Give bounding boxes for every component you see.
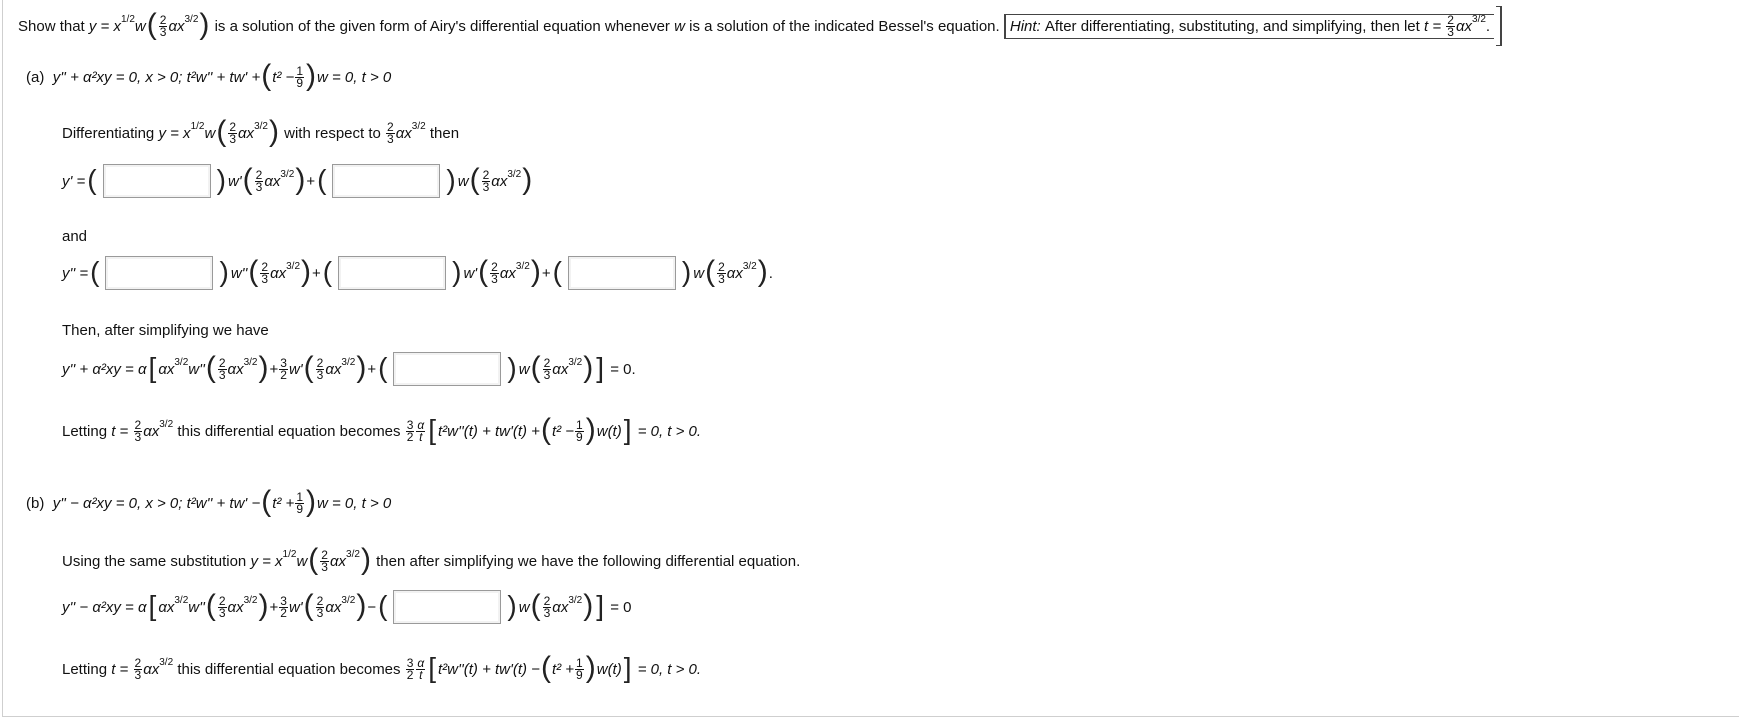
t2-plus: t² + [272, 494, 295, 512]
bracket-open: [ [148, 352, 157, 383]
two-thirds [316, 593, 325, 620]
two-thirds [134, 417, 143, 444]
paren-open: ( [378, 590, 388, 621]
numerator: 2 [543, 593, 551, 608]
three-halves [406, 655, 415, 682]
paren-close: ) [757, 255, 768, 288]
paren-close: ) [522, 163, 533, 196]
numerator: 1 [296, 489, 303, 504]
numerator: 2 [261, 259, 269, 274]
two-thirds [482, 167, 491, 194]
differentiating-text: Differentiating [62, 124, 155, 142]
paren-close: ) [258, 351, 269, 384]
w-prime: w' [463, 264, 478, 282]
alpha-x: αx [158, 360, 175, 378]
w-symbol: w [518, 598, 530, 616]
two-thirds [543, 593, 552, 620]
paren-open: ( [308, 543, 319, 576]
t-equals: t = [111, 422, 129, 440]
paren-open: ( [552, 256, 562, 287]
alpha-x: αx [270, 264, 287, 282]
denominator: 3 [229, 131, 236, 146]
alpha-x: αx [1455, 17, 1473, 35]
three-half-exponent: 3/2 [568, 356, 583, 368]
yprime-input-2[interactable] [333, 165, 443, 199]
paren-open: ( [530, 589, 541, 622]
bessel-tail: w = 0, t > 0 [317, 494, 392, 512]
denominator: 2 [280, 605, 287, 620]
part-b-label: (b) [26, 494, 45, 512]
paren-open: ( [261, 485, 272, 518]
denominator: 3 [316, 605, 324, 620]
paren-close: ) [585, 651, 596, 684]
hint-box: Hint: After differentiating, substituting, and simplifying, then let t = $\frac{2}{3}$ αx 3/2 . [1004, 14, 1494, 39]
w-of-t: w(t) [596, 660, 622, 678]
w-double-prime: w'' [230, 264, 248, 282]
yprime-line [62, 164, 533, 198]
numerator: 2 [718, 259, 725, 274]
denominator: 3 [316, 367, 324, 382]
paren-close: ) [356, 351, 367, 384]
bessel-inside-b: t²w''(t) + tw'(t) − [438, 660, 540, 678]
two-thirds [386, 119, 395, 146]
two-thirds [134, 655, 143, 682]
bessel-tail: w = 0, t > 0 [317, 68, 392, 86]
paren-close: ) [306, 59, 316, 92]
numerator: 2 [491, 259, 498, 274]
yprime-answer-1[interactable] [103, 164, 211, 198]
simplify-a-line [62, 352, 636, 386]
alpha-x: αx [168, 17, 185, 35]
denominator: 9 [296, 501, 303, 516]
denominator: 3 [387, 131, 394, 146]
simplify-b-line [62, 590, 631, 624]
t2-plus: t² + [551, 660, 575, 678]
three-half-exponent: 3/2 [280, 168, 295, 180]
two-thirds [228, 119, 237, 146]
paren-open: ( [317, 164, 327, 195]
ydouble-label: y'' = [62, 264, 89, 282]
y-equals: y = x [88, 17, 121, 35]
yprime-answer-2[interactable] [332, 164, 440, 198]
denominator: 2 [406, 429, 414, 444]
alpha-x: αx [499, 264, 516, 282]
two-thirds [255, 167, 264, 194]
paren-close: ) [268, 115, 279, 148]
paren-close: ) [356, 589, 367, 622]
two-thirds [218, 355, 227, 382]
three-half-exponent: 3/2 [159, 418, 174, 430]
plus-sign: + [269, 360, 279, 378]
two-thirds [543, 355, 552, 382]
two-thirds [490, 259, 499, 286]
paren-close: ) [199, 8, 210, 41]
paren-open: ( [705, 255, 716, 288]
paren-close: ) [258, 589, 269, 622]
paren-open: ( [303, 351, 314, 384]
plus-sign: + [367, 360, 377, 378]
three-half-exponent: 3/2 [411, 120, 426, 132]
paren-open: ( [478, 255, 489, 288]
w-symbol: w [296, 552, 308, 570]
substitution-tail: then after simplifying we have the following differential equation. [376, 552, 801, 570]
yprime-input-1[interactable] [104, 165, 214, 199]
three-half-exponent: 3/2 [184, 13, 199, 25]
paren-close: ) [301, 255, 312, 288]
w-of-t: w(t) [596, 422, 622, 440]
plus-sign: + [306, 172, 316, 190]
two-thirds [316, 355, 325, 382]
three-half-exponent: 3/2 [174, 356, 189, 368]
paren-close: ) [306, 485, 316, 518]
numerator: 2 [159, 12, 167, 27]
denominator: 3 [543, 605, 551, 620]
denominator: 3 [543, 367, 551, 382]
alpha-x: αx [552, 598, 569, 616]
three-halves [279, 593, 288, 620]
paren-close: ) [507, 352, 517, 383]
plus-sign: + [269, 598, 279, 616]
half-exponent: 1/2 [190, 120, 205, 132]
alpha-x: αx [227, 360, 244, 378]
two-thirds [717, 259, 726, 286]
plus-sign: + [312, 264, 321, 282]
simplify-intro-text: Then, after simplifying we have [62, 322, 269, 339]
paren-open: ( [261, 59, 272, 92]
three-half-exponent: 3/2 [341, 594, 356, 606]
one-ninth [575, 655, 584, 682]
hint-text: After differentiating, substituting, and simplifying, then let [1044, 17, 1420, 35]
equals-zero: = 0 [610, 598, 632, 616]
simplify-b-input[interactable] [394, 591, 504, 625]
half-exponent: 1/2 [282, 548, 297, 560]
three-half-exponent: 3/2 [1472, 13, 1486, 25]
paren-open: ( [216, 115, 227, 148]
numerator: 2 [134, 417, 142, 432]
denominator: 2 [280, 367, 287, 382]
denominator: 3 [159, 24, 167, 39]
statement-prefix: Show that [18, 17, 85, 35]
substitution-text: Using the same substitution [62, 552, 247, 570]
numerator: 2 [387, 119, 394, 134]
denominator: 9 [576, 667, 583, 682]
with-respect-text: with respect to [284, 124, 381, 142]
bracket-close: ] [596, 352, 605, 383]
bessel-inside: t²w''(t) + tw'(t) + [438, 422, 540, 440]
final-text: = 0, t > 0. [637, 422, 702, 440]
paren-close: ) [583, 589, 594, 622]
denominator: 3 [491, 271, 498, 286]
three-half-exponent: 3/2 [568, 594, 583, 606]
denominator: 3 [255, 179, 263, 194]
ydouble-answer-2[interactable] [338, 256, 446, 290]
w-double-prime: w'' [188, 598, 205, 616]
three-halves [406, 417, 415, 444]
w-symbol: w [693, 264, 705, 282]
paren-open: ( [322, 256, 333, 287]
denominator: 2 [406, 667, 414, 682]
paren-close: ) [585, 413, 596, 446]
alpha-x: αx [238, 124, 255, 142]
ydouble-answer-3[interactable] [568, 256, 676, 290]
question-statement [18, 6, 1502, 46]
numerator: α [417, 655, 425, 670]
alpha-x: αx [491, 172, 508, 190]
two-thirds [320, 547, 329, 574]
numerator: 2 [482, 167, 490, 182]
airy-equation: y'' + α²xy = 0, x > 0; t²w'' + tw' + [52, 68, 261, 86]
numerator: 2 [316, 355, 324, 370]
alpha-x: αx [329, 552, 347, 570]
part-a-equation [26, 59, 392, 92]
denominator: 9 [296, 75, 303, 90]
numerator: α [417, 417, 425, 432]
denominator: 3 [218, 605, 226, 620]
minus-sign: − [367, 598, 377, 616]
bracket-open: [ [428, 652, 437, 683]
part-a-label: (a) [26, 68, 45, 86]
three-half-exponent: 3/2 [243, 356, 258, 368]
three-half-exponent: 3/2 [243, 594, 258, 606]
paren-open: ( [205, 351, 216, 384]
t2-minus: t² − [551, 422, 575, 440]
paren-close: ) [446, 164, 456, 195]
alpha-x: αx [726, 264, 743, 282]
paren-open: ( [530, 351, 541, 384]
three-half-exponent: 3/2 [515, 260, 530, 272]
w-symbol: w [518, 360, 530, 378]
paren-close: ) [216, 164, 226, 195]
t2-minus: t² − [272, 68, 295, 86]
yprime-label: y' = [62, 172, 86, 190]
lhs-b: y'' − α²xy = α [62, 598, 147, 616]
paren-open: ( [469, 163, 480, 196]
paren-open: ( [540, 413, 551, 446]
t-equals: t = [111, 660, 129, 678]
three-half-exponent: 3/2 [346, 548, 360, 560]
y-equals: y = x [158, 124, 191, 142]
y-equals: y = x [250, 552, 283, 570]
airy-equation-b: y'' − α²xy = 0, x > 0; t²w'' + tw' − [52, 494, 261, 512]
simplify-intro-line [62, 322, 269, 339]
numerator: 3 [406, 655, 414, 670]
simplify-b-answer[interactable] [393, 590, 501, 624]
alpha-over-t [416, 417, 425, 444]
numerator: 2 [255, 167, 263, 182]
part-b-equation [26, 485, 392, 518]
paren-close: ) [681, 256, 692, 287]
bracket-close: ] [596, 590, 605, 621]
half-exponent: 1/2 [121, 13, 135, 25]
becomes-text: this differential equation becomes [177, 660, 401, 678]
alpha-x: αx [552, 360, 569, 378]
alpha-x: αx [143, 422, 160, 440]
paren-open: ( [248, 255, 259, 288]
w-symbol: w [457, 172, 469, 190]
paren-close: ) [530, 255, 541, 288]
numerator: 1 [296, 63, 303, 78]
letting-text: Letting [62, 422, 108, 440]
three-half-exponent: 3/2 [286, 260, 301, 272]
three-half-exponent: 3/2 [254, 120, 268, 132]
differentiating-line [62, 115, 460, 148]
paren-close: ) [583, 351, 594, 384]
two-thirds [260, 259, 269, 286]
becomes-text: this differential equation becomes [177, 422, 401, 440]
paren-close: ) [507, 590, 517, 621]
final-text-b: = 0, t > 0. [637, 660, 702, 678]
three-half-exponent: 3/2 [742, 260, 757, 272]
denominator: 3 [1447, 24, 1454, 39]
alpha-x: αx [325, 360, 342, 378]
denominator: 3 [218, 367, 226, 382]
paren-open: ( [90, 256, 100, 287]
two-thirds [1446, 12, 1455, 39]
ydouble-input-2[interactable] [339, 257, 449, 291]
three-half-exponent: 3/2 [174, 594, 189, 606]
one-ninth [295, 489, 304, 516]
numerator: 2 [229, 119, 236, 134]
bracket-open: [ [428, 414, 437, 445]
ydouble-answer-1[interactable] [105, 256, 213, 290]
paren-open: ( [303, 589, 314, 622]
two-thirds [218, 593, 227, 620]
numerator: 1 [576, 417, 583, 432]
alpha-over-t [416, 655, 425, 682]
w-prime: w' [288, 360, 303, 378]
equals-zero: = 0. [610, 360, 636, 378]
w-symbol: w [204, 124, 216, 142]
numerator: 2 [218, 355, 226, 370]
alpha-x: αx [227, 598, 244, 616]
numerator: 2 [316, 593, 324, 608]
paren-open: ( [242, 163, 253, 196]
numerator: 2 [218, 593, 226, 608]
w-prime: w' [288, 598, 303, 616]
paren-open: ( [540, 651, 551, 684]
bracket-close: ] [623, 414, 632, 445]
hint-label: Hint: [1009, 17, 1041, 35]
ydouble-input-3[interactable] [569, 257, 679, 291]
paren-close: ) [295, 163, 306, 196]
simplify-a-input[interactable] [394, 353, 504, 387]
statement-text: is a solution of the given form of Airy's differential equation whenever [214, 17, 670, 35]
denominator: 3 [321, 559, 328, 574]
letting-a-line [62, 413, 702, 446]
alpha-x: αx [395, 124, 412, 142]
and-line [62, 228, 87, 245]
numerator: 3 [280, 355, 287, 370]
numerator: 2 [543, 355, 551, 370]
denominator: 3 [134, 667, 142, 682]
then-text: then [429, 124, 460, 142]
three-half-exponent: 3/2 [341, 356, 356, 368]
three-half-exponent: 3/2 [159, 656, 174, 668]
one-ninth [295, 63, 304, 90]
paren-open: ( [146, 8, 157, 41]
numerator: 2 [1447, 12, 1454, 27]
numerator: 3 [280, 593, 287, 608]
w-variable: w [674, 17, 685, 35]
statement-text-2: is a solution of the indicated Bessel's equation. [689, 17, 1000, 35]
t-equals: t = [1423, 17, 1442, 35]
paren-close: ) [452, 256, 462, 287]
three-halves [279, 355, 288, 382]
denominator: t [419, 429, 423, 444]
denominator: 9 [576, 429, 583, 444]
denominator: 3 [134, 429, 142, 444]
two-thirds [159, 12, 168, 39]
denominator: 3 [482, 179, 490, 194]
hint-close-bracket [1496, 6, 1502, 46]
alpha-x: αx [158, 598, 175, 616]
paren-open: ( [378, 352, 388, 383]
three-half-exponent: 3/2 [507, 168, 522, 180]
and-text: and [62, 228, 88, 245]
denominator: 3 [261, 271, 269, 286]
w-double-prime: w'' [188, 360, 205, 378]
alpha-x: αx [143, 660, 160, 678]
alpha-x: αx [264, 172, 281, 190]
ydouble-input-1[interactable] [106, 257, 216, 291]
denominator: t [419, 667, 423, 682]
one-ninth [575, 417, 584, 444]
paren-open: ( [205, 589, 216, 622]
letting-b-line [62, 651, 702, 684]
lhs-a: y'' + α²xy = α [62, 360, 147, 378]
plus-sign: + [541, 264, 551, 282]
paren-open: ( [87, 164, 97, 195]
alpha-x: αx [325, 598, 342, 616]
numerator: 2 [321, 547, 328, 562]
numerator: 1 [576, 655, 583, 670]
denominator: 3 [718, 271, 725, 286]
numerator: 2 [134, 655, 142, 670]
w-symbol: w [134, 17, 146, 35]
simplify-a-answer[interactable] [393, 352, 501, 386]
paren-close: ) [360, 543, 371, 576]
numerator: 3 [406, 417, 414, 432]
w-prime: w' [227, 172, 242, 190]
ydouble-line: y'' = ( ) w'' ( $\frac{2}{3}$ αx 3/2 ) + ( ) w' ( $\frac{2}{3}$ αx 3/2 ) + ( ) w ( $\frac{2}{3}$ αx 3/2 ) . [62, 256, 773, 290]
bracket-close: ] [623, 652, 632, 683]
bracket-open: [ [148, 590, 157, 621]
substitution-line [62, 543, 801, 576]
letting-text: Letting [62, 660, 108, 678]
paren-close: ) [219, 256, 229, 287]
